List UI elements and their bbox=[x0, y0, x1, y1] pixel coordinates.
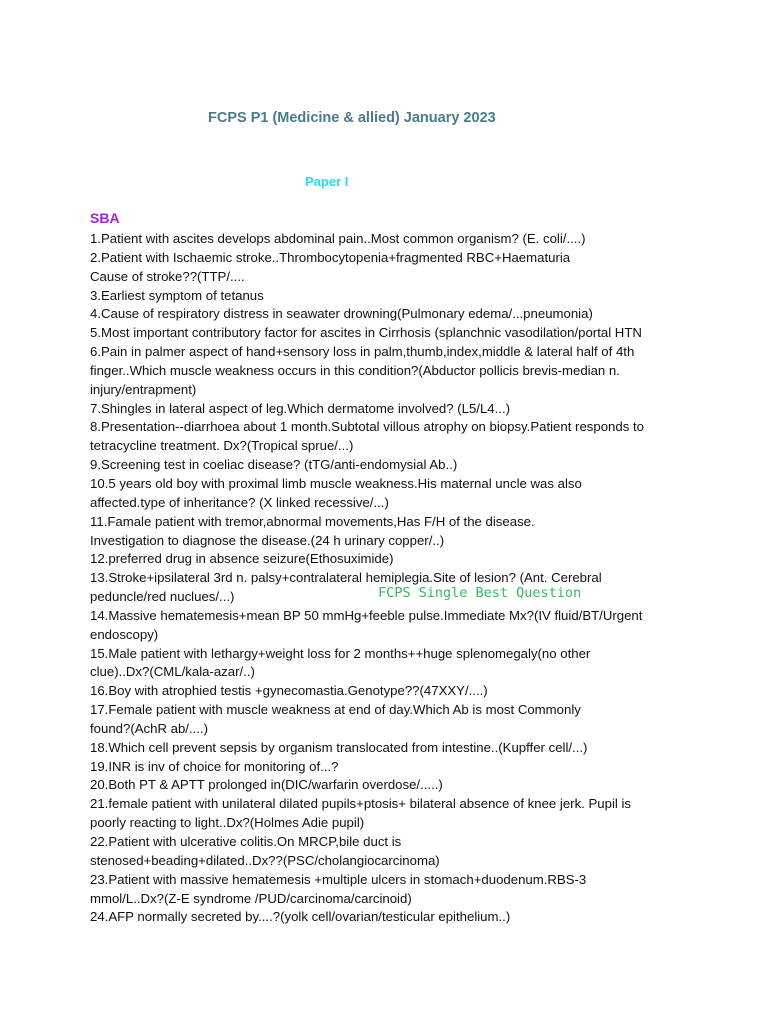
question-line: poorly reacting to light..Dx?(Holmes Adie pupil) bbox=[90, 815, 365, 831]
question-line: 23.Patient with massive hematemesis +multiple ulcers in stomach+duodenum.RBS-3 bbox=[90, 871, 587, 887]
question-line: finger..Which muscle weakness occurs in this condition?(Abductor pollicis brevis-median n. bbox=[90, 362, 620, 378]
question-line: Investigation to diagnose the disease.(24 h urinary copper/..) bbox=[90, 532, 445, 548]
question-line: 11.Famale patient with tremor,abnormal movements,Has F/H of the disease. bbox=[90, 513, 535, 529]
question-line: stenosed+beading+dilated..Dx??(PSC/cholangiocarcinoma) bbox=[90, 852, 440, 868]
question-list bbox=[90, 230, 690, 927]
section-label: SBA bbox=[90, 210, 120, 226]
question-line: 6.Pain in palmer aspect of hand+sensory loss in palm,thumb,index,middle & lateral half of 4th bbox=[90, 344, 635, 360]
question-line: found?(AchR ab/....) bbox=[90, 720, 209, 736]
paper-label: Paper I bbox=[305, 174, 349, 189]
question-line: 7.Shingles in lateral aspect of leg.Which dermatome involved? (L5/L4...) bbox=[90, 400, 511, 416]
question-line: clue)..Dx?(CML/kala-azar/..) bbox=[90, 664, 255, 680]
question-line: injury/entrapment) bbox=[90, 381, 197, 397]
question-line: 1.Patient with ascites develops abdominal pain..Most common organism? (E. coli/....) bbox=[90, 231, 586, 246]
question-line: 8.Presentation--diarrhoea about 1 month.Subtotal villous atrophy on biopsy.Patient responds to bbox=[90, 419, 644, 435]
document-title: FCPS P1 (Medicine & allied) January 2023 bbox=[208, 110, 496, 126]
question-line: 3.Earliest symptom of tetanus bbox=[90, 287, 264, 303]
question-line: 22.Patient with ulcerative colitis.On MRCP,bile duct is bbox=[90, 834, 402, 849]
question-line: 5.Most important contributory factor for ascites in Cirrhosis (splanchnic vasodilation/portal HTN bbox=[90, 325, 642, 341]
question-line: 14.Massive hematemesis+mean BP 50 mmHg+feeble pulse.Immediate Mx?(IV fluid/BT/Urgent bbox=[90, 607, 643, 623]
question-line: 18.Which cell prevent sepsis by organism translocated from intestine..(Kupffer cell/...) bbox=[90, 739, 588, 755]
question-line: 17.Female patient with muscle weakness at end of day.Which Ab is most Commonly bbox=[90, 702, 581, 718]
question-line: Cause of stroke??(TTP/.... bbox=[90, 268, 245, 284]
question-line: mmol/L..Dx?(Z-E syndrome /PUD/carcinoma/carcinoid) bbox=[90, 890, 412, 906]
question-line: 19.INR is inv of choice for monitoring of...? bbox=[90, 758, 339, 774]
question-line: 16.Boy with atrophied testis +gynecomastia.Genotype??(47XXY/....) bbox=[90, 683, 488, 699]
watermark-text: FCPS Single Best Question bbox=[378, 585, 582, 601]
question-line: 2.Patient with Ischaemic stroke..Thrombocytopenia+fragmented RBC+Haematuria bbox=[90, 249, 571, 265]
question-line: 9.Screening test in coeliac disease? (tTG/anti-endomysial Ab..) bbox=[90, 457, 458, 473]
question-line: 10.5 years old boy with proximal limb muscle weakness.His maternal uncle was also bbox=[90, 475, 582, 491]
question-line: 4.Cause of respiratory distress in seawater drowning(Pulmonary edema/...pneumonia) bbox=[90, 306, 593, 322]
question-line: endoscopy) bbox=[90, 626, 159, 642]
question-line: peduncle/red nuclues/...) bbox=[90, 589, 235, 605]
question-line: 21.female patient with unilateral dilated pupils+ptosis+ bilateral absence of knee jerk. Pupil is bbox=[90, 796, 632, 812]
question-line: tetracycline treatment. Dx?(Tropical sprue/...) bbox=[90, 438, 354, 454]
question-line: 15.Male patient with lethargy+weight loss for 2 months++huge splenomegaly(no other bbox=[90, 645, 591, 661]
question-line: 13.Stroke+ipsilateral 3rd n. palsy+contralateral hemiplegia.Site of lesion? (Ant. Cerebral bbox=[90, 570, 602, 586]
question-line: 12.preferred drug in absence seizure(Ethosuximide) bbox=[90, 551, 394, 567]
question-line: 20.Both PT & APTT prolonged in(DIC/warfarin overdose/.....) bbox=[90, 777, 443, 793]
question-line: 24.AFP normally secreted by....?(yolk cell/ovarian/testicular epithelium..) bbox=[90, 909, 511, 925]
question-line: affected.type of inheritance? (X linked recessive/...) bbox=[90, 494, 389, 510]
